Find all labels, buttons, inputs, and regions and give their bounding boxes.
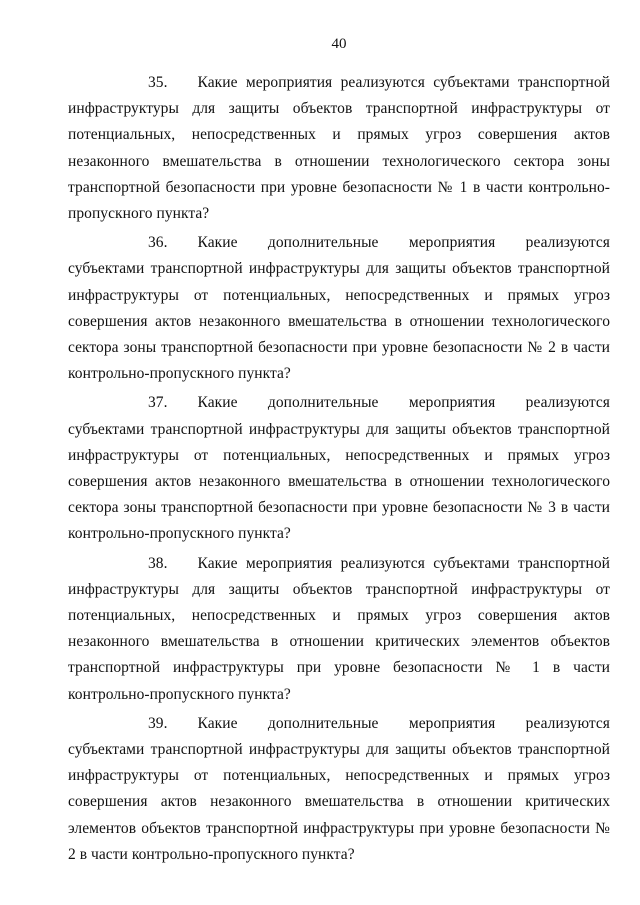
question-number: 39. — [148, 714, 168, 732]
question-text: Какие дополнительные мероприятия реализуются субъектами транспортной инфраструктуры для защиты объектов транспортной инфраструктуры от потенциальных, непосредственных и прямых угроз совершения актов незаконного вмешательства в отношении критических элементов объектов транспортной инфраструктуры при уровне безопасности № 2 в части контрольно-пропускного пункта? — [68, 714, 610, 863]
question-number: 37. — [148, 394, 168, 412]
question-36 — [68, 230, 610, 387]
question-text: Какие мероприятия реализуются субъектами транспортной инфраструктуры для защиты объектов транспортной инфраструктуры от потенциальных, непосредственных и прямых угроз совершения актов незаконного вмешательства в отношении критических элементов объектов транспортной инфраструктуры при уровне безопасности № 1 в части контрольно-пропускного пункта? — [68, 554, 610, 703]
question-number: 35. — [148, 74, 168, 91]
question-35 — [68, 70, 610, 227]
question-39 — [68, 711, 610, 868]
question-text: Какие дополнительные мероприятия реализуются субъектами транспортной инфраструктуры для защиты объектов транспортной инфраструктуры от потенциальных, непосредственных и прямых угроз совершения актов незаконного вмешательства в отношении технологического сектора зоны транспортной безопасности при уровне безопасности № 3 в части контрольно-пропускного пункта? — [68, 394, 610, 543]
question-text: Какие мероприятия реализуются субъектами транспортной инфраструктуры для защиты объектов транспортной инфраструктуры от потенциальных, непосредственных и прямых угроз совершения актов незаконного вмешательства в отношении технологического сектора зоны транспортной безопасности при уровне безопасности № 1 в части контрольно-пропускного пункта? — [68, 74, 610, 223]
page-number: 40 — [331, 36, 347, 52]
question-38 — [68, 551, 610, 708]
question-text: Какие дополнительные мероприятия реализуются субъектами транспортной инфраструктуры для защиты объектов транспортной инфраструктуры от потенциальных, непосредственных и прямых угроз совершения актов незаконного вмешательства в отношении технологического сектора зоны транспортной безопасности при уровне безопасности № 2 в части контрольно-пропускного пункта? — [68, 234, 610, 383]
question-number: 38. — [148, 554, 168, 572]
question-37 — [68, 390, 610, 547]
question-number: 36. — [148, 234, 168, 252]
